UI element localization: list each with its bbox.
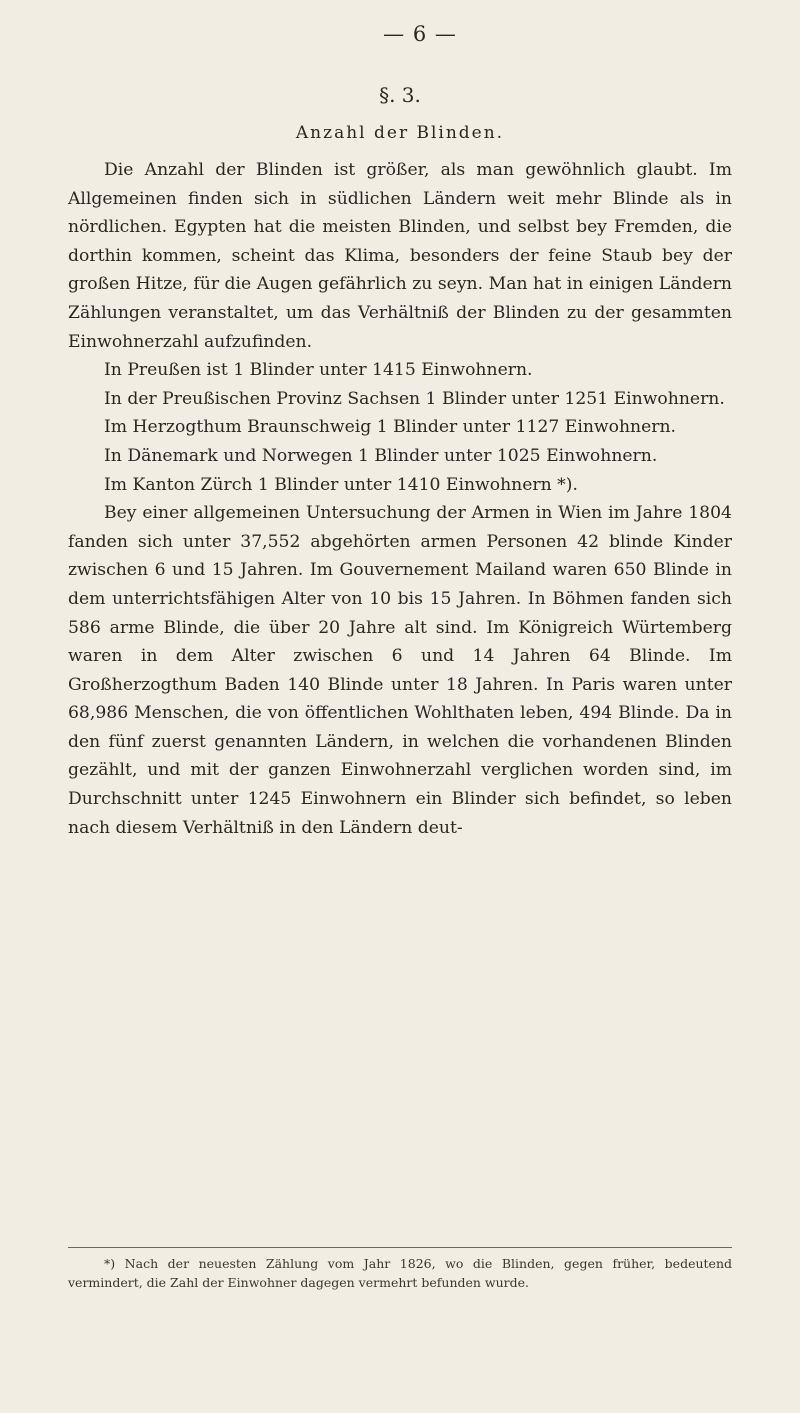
page-number: — 6 — — [383, 22, 457, 46]
paragraph-sachsen: In der Preußischen Provinz Sachsen 1 Blinder unter 1251 Einwohnern. — [104, 388, 725, 409]
paragraph-zuerch: Im Kanton Zürch 1 Blinder unter 1410 Einwohnern *). — [104, 474, 578, 495]
paragraph-daenemark: In Dänemark und Norwegen 1 Blinder unter 1025 Einwohnern. — [104, 445, 658, 466]
footnote-text: *) Nach der neuesten Zählung vom Jahr 1826, wo die Blinden, gegen früher, bedeutend vermindert, die Zahl der Einwohner dagegen vermehrt befunden wurde. — [68, 1256, 732, 1290]
footnote — [68, 1254, 732, 1292]
paragraph-intro: Die Anzahl der Blinden ist größer, als man gewöhnlich glaubt. Im Allgemeinen finden sich in südlichen Ländern weit mehr Blinde als in nördlichen. Egypten hat die meisten Blinden, und selbst bey Fremden, die dorthin kommen, scheint das Klima, besonders der feine Staub bey der großen Hitze, für die Augen gefährlich zu seyn. Man hat in einigen Ländern Zählungen veranstaltet, um das Verhältniß der Blinden zu der gesammten Einwohnerzahl aufzufinden. — [68, 160, 732, 352]
paragraph-statistics: Bey einer allgemeinen Untersuchung der Armen in Wien im Jahre 1804 fanden sich unter 37,552 abgehörten armen Personen 42 blinde Kinder zwischen 6 und 15 Jahren. Im Gouvernement Mailand waren 650 Blinde in dem unterrichtsfähigen Alter von 10 bis 15 Jahren. In Böhmen fanden sich 586 arme Blinde, die über 20 Jahre alt sind. Im Königreich Würtemberg waren in dem Alter zwischen 6 und 14 Jahren 64 Blinde. Im Großherzogthum Baden 140 Blinde unter 18 Jahren. In Paris waren unter 68,986 Menschen, die von öffentlichen Wohlthaten leben, 494 Blinde. Da in den fünf zuerst genannten Ländern, in welchen die vorhandenen Blinden gezählt, und mit der ganzen Einwohnerzahl verglichen worden sind, im Durchschnitt unter 1245 Einwohnern ein Blinder sich befindet, so leben nach diesem Verhältniß in den Ländern deut- — [68, 503, 732, 838]
paragraph-braunschweig: Im Herzogthum Braunschweig 1 Blinder unter 1127 Einwohnern. — [104, 417, 677, 438]
footnote-divider — [68, 1247, 732, 1248]
paragraph-preussen: In Preußen ist 1 Blinder unter 1415 Einwohnern. — [104, 360, 533, 381]
section-number: §. 3. — [379, 83, 421, 107]
body-text — [68, 156, 732, 842]
section-title: Anzahl der Blinden. — [295, 123, 505, 143]
